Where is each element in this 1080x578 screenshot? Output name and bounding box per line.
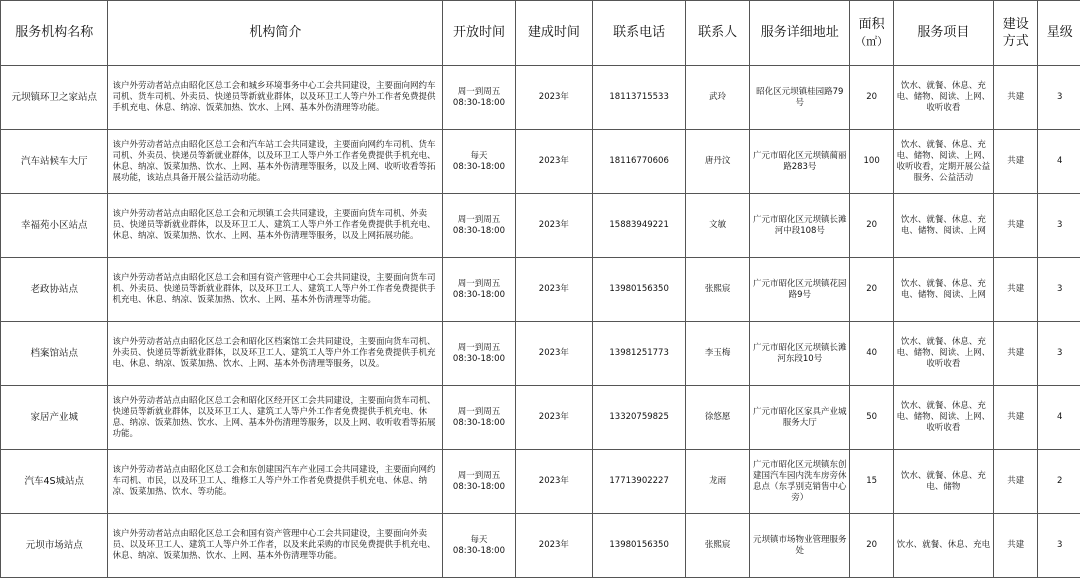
- station-services: 饮水、就餐、休息、充电、储物、阅读、上网、收听收看，定期开展公益服务、公益活动: [893, 130, 993, 194]
- station-contact: 武玲: [686, 66, 750, 130]
- header-mode: [994, 1, 1038, 66]
- header-level: 星级: [1038, 1, 1080, 66]
- table-row: [1, 514, 1080, 578]
- station-phone: 13980156350: [593, 514, 686, 578]
- station-built-time: 2023年: [515, 66, 593, 130]
- station-build-mode: 共建: [994, 66, 1038, 130]
- station-address: 昭化区元坝镇桂园路79号: [750, 66, 850, 130]
- station-star-level: 4: [1038, 130, 1080, 194]
- header-area: [850, 1, 893, 66]
- station-contact: 张熙宸: [686, 258, 750, 322]
- station-build-mode: 共建: [994, 194, 1038, 258]
- station-hours: [443, 130, 515, 194]
- station-address: 广元市昭化区元坝镇蔺丽路283号: [750, 130, 850, 194]
- header-built: 建成时间: [515, 1, 593, 66]
- station-intro: 该户外劳动者站点由昭化区总工会和国有资产管理中心工会共同建设，主要面向货车司机、外卖员、快递员等新就业群体，以及环卫工人、建筑工人等户外工作者免费提供手机充电、休息、纳凉、饭菜加热、饮水、上网、基本外伤清理等功能。: [108, 258, 443, 322]
- station-build-mode: 共建: [994, 450, 1038, 514]
- station-built-time: 2023年: [515, 386, 593, 450]
- table-row: [1, 194, 1080, 258]
- station-star-level: 2: [1038, 450, 1080, 514]
- header-hours: 开放时间: [443, 1, 515, 66]
- station-hours-line1: 周一到周五: [445, 407, 512, 418]
- station-built-time: 2023年: [515, 130, 593, 194]
- station-build-mode: 共建: [994, 130, 1038, 194]
- station-hours-line1: 每天: [445, 151, 512, 162]
- station-hours-line2: 08:30-18:00: [445, 354, 512, 365]
- station-built-time: 2023年: [515, 450, 593, 514]
- station-services: 饮水、就餐、休息、充电、储物、阅读、上网、收听收看: [893, 386, 993, 450]
- station-build-mode: 共建: [994, 258, 1038, 322]
- station-hours-line1: 周一到周五: [445, 471, 512, 482]
- station-area: 20: [850, 194, 893, 258]
- station-intro: 该户外劳动者站点由昭化区总工会和昭化区档案馆工会共同建设，主要面向货车司机、外卖员、快递员等新就业群体，以及环卫工人、建筑工人等户外工作者免费提供手机充电、休息、纳凉、饭菜加热、饮水、上网、基本外伤清理等服务，以及。: [108, 322, 443, 386]
- station-name: 档案馆站点: [1, 322, 108, 386]
- station-services: 饮水、就餐、休息、充电、储物、阅读、上网、收听收看: [893, 66, 993, 130]
- station-area: 50: [850, 386, 893, 450]
- station-name: 幸福苑小区站点: [1, 194, 108, 258]
- station-intro: 该户外劳动者站点由昭化区总工会和城乡环境事务中心工会共同建设，主要面向网约车司机、货车司机、外卖员、快递员等新就业群体，以及环卫工人等户外工作者免费提供手机充电、休息、纳凉、饭菜加热、饮水、上网、基本外伤清理等功能。: [108, 66, 443, 130]
- header-mode-line2: 方式: [996, 33, 1035, 50]
- station-name: 家居产业城: [1, 386, 108, 450]
- station-area: 100: [850, 130, 893, 194]
- station-hours-line1: 周一到周五: [445, 343, 512, 354]
- station-services: 饮水、就餐、休息、充电、储物、阅读、上网: [893, 194, 993, 258]
- station-services: 饮水、就餐、休息、充电、储物、阅读、上网: [893, 258, 993, 322]
- header-mode-line1: 建设: [996, 16, 1035, 33]
- station-name: 汽车站候车大厅: [1, 130, 108, 194]
- station-contact: 龙雨: [686, 450, 750, 514]
- station-intro: 该户外劳动者站点由昭化区总工会和东创建国汽车产业园工会共同建设，主要面向网约车司机、市民，以及环卫工人、维修工人等户外工作者免费提供手机充电、休息、纳凉、饭菜加热、饮水、等功能。: [108, 450, 443, 514]
- station-contact: 张熙宸: [686, 514, 750, 578]
- station-name: 元坝镇环卫之家站点: [1, 66, 108, 130]
- station-area: 40: [850, 322, 893, 386]
- station-hours: [443, 322, 515, 386]
- table-row: [1, 258, 1080, 322]
- station-address: 广元市昭化区元坝镇东创建国汽车园内洗车房旁休息点（东孚别克销售中心旁）: [750, 450, 850, 514]
- station-phone: 13981251773: [593, 322, 686, 386]
- station-contact: 李玉梅: [686, 322, 750, 386]
- station-hours-line1: 每天: [445, 535, 512, 546]
- header-address: 服务详细地址: [750, 1, 850, 66]
- header-row: [1, 1, 1080, 66]
- station-services: 饮水、就餐、休息、充电: [893, 514, 993, 578]
- station-address: 元坝镇市场物业管理服务处: [750, 514, 850, 578]
- table-row: [1, 66, 1080, 130]
- station-contact: 唐丹汶: [686, 130, 750, 194]
- station-address: 广元市昭化区元坝镇花园路9号: [750, 258, 850, 322]
- station-phone: 18113715533: [593, 66, 686, 130]
- station-hours: [443, 194, 515, 258]
- table-row: [1, 322, 1080, 386]
- station-hours-line2: 08:30-18:00: [445, 546, 512, 557]
- station-build-mode: 共建: [994, 514, 1038, 578]
- station-build-mode: 共建: [994, 322, 1038, 386]
- station-hours-line2: 08:30-18:00: [445, 98, 512, 109]
- station-hours: [443, 514, 515, 578]
- station-built-time: 2023年: [515, 258, 593, 322]
- header-services: 服务项目: [893, 1, 993, 66]
- station-intro: 该户外劳动者站点由昭化区总工会和汽车站工会共同建设，主要面向网约车司机、货车司机、外卖员、快递员等新就业群体，以及环卫工人等户外工作者免费提供手机充电、休息、纳凉、饭菜加热、饮水、上网、基本外伤清理等服务，以及上网、收听收看等拓展功能，该站点具备开展公益活动功能。: [108, 130, 443, 194]
- station-phone: 13320759825: [593, 386, 686, 450]
- station-address: 广元市昭化区元坝镇长滩河东段10号: [750, 322, 850, 386]
- station-star-level: 3: [1038, 194, 1080, 258]
- station-built-time: 2023年: [515, 514, 593, 578]
- station-hours: [443, 386, 515, 450]
- station-area: 15: [850, 450, 893, 514]
- header-area-line2: （㎡）: [852, 33, 890, 50]
- station-contact: 徐悠愿: [686, 386, 750, 450]
- station-name: 元坝市场站点: [1, 514, 108, 578]
- station-build-mode: 共建: [994, 386, 1038, 450]
- station-built-time: 2023年: [515, 322, 593, 386]
- station-contact: 文敏: [686, 194, 750, 258]
- station-phone: 17713902227: [593, 450, 686, 514]
- station-star-level: 3: [1038, 514, 1080, 578]
- station-hours-line2: 08:30-18:00: [445, 162, 512, 173]
- header-area-line1: 面积: [852, 16, 890, 33]
- header-intro: 机构简介: [108, 1, 443, 66]
- station-services: 饮水、就餐、休息、充电、储物、阅读、上网、收听收看: [893, 322, 993, 386]
- station-phone: 15883949221: [593, 194, 686, 258]
- table-body: [1, 66, 1080, 578]
- station-built-time: 2023年: [515, 194, 593, 258]
- station-hours-line1: 周一到周五: [445, 279, 512, 290]
- station-hours-line2: 08:30-18:00: [445, 418, 512, 429]
- station-hours: [443, 66, 515, 130]
- station-hours-line2: 08:30-18:00: [445, 226, 512, 237]
- station-hours-line1: 周一到周五: [445, 87, 512, 98]
- station-star-level: 3: [1038, 322, 1080, 386]
- header-phone: 联系电话: [593, 1, 686, 66]
- station-hours: [443, 450, 515, 514]
- station-star-level: 4: [1038, 386, 1080, 450]
- station-phone: 18116770606: [593, 130, 686, 194]
- station-star-level: 3: [1038, 258, 1080, 322]
- station-phone: 13980156350: [593, 258, 686, 322]
- table-row: [1, 450, 1080, 514]
- station-star-level: 3: [1038, 66, 1080, 130]
- station-hours-line2: 08:30-18:00: [445, 290, 512, 301]
- station-area: 20: [850, 514, 893, 578]
- header-contact: 联系人: [686, 1, 750, 66]
- station-address: 广元市昭化区家具产业城服务大厅: [750, 386, 850, 450]
- station-hours-line2: 08:30-18:00: [445, 482, 512, 493]
- station-intro: 该户外劳动者站点由昭化区总工会和元坝镇工会共同建设，主要面向货车司机、外卖员、快递员等新就业群体，以及环卫工人、建筑工人等户外工作者免费提供手机充电、休息、纳凉、饭菜加热、饮水、上网、基本外伤清理等服务，以及上网拓展功能。: [108, 194, 443, 258]
- station-intro: 该户外劳动者站点由昭化区总工会和昭化区经开区工会共同建设，主要面向货车司机、快递员等新就业群体，以及环卫工人、建筑工人等户外工作者免费提供手机充电、休息、纳凉、饭菜加热、饮水、上网、基本外伤清理等服务，以及上网、收听收看等拓展功能。: [108, 386, 443, 450]
- station-area: 20: [850, 258, 893, 322]
- station-hours: [443, 258, 515, 322]
- station-name: 老政协站点: [1, 258, 108, 322]
- station-address: 广元市昭化区元坝镇长滩河中段108号: [750, 194, 850, 258]
- station-name: 汽车4S城站点: [1, 450, 108, 514]
- station-area: 20: [850, 66, 893, 130]
- station-services: 饮水、就餐、休息、充电、储物: [893, 450, 993, 514]
- station-intro: 该户外劳动者站点由昭化区总工会和国有资产管理中心工会共同建设，主要面向外卖员、以及环卫工人、建筑工人等户外工作者，以及来此采购的市民免费提供手机充电、休息、纳凉、饭菜加热、饮水、上网、基本外伤清理等功能。: [108, 514, 443, 578]
- table-row: [1, 386, 1080, 450]
- station-hours-line1: 周一到周五: [445, 215, 512, 226]
- header-name: 服务机构名称: [1, 1, 108, 66]
- table-row: [1, 130, 1080, 194]
